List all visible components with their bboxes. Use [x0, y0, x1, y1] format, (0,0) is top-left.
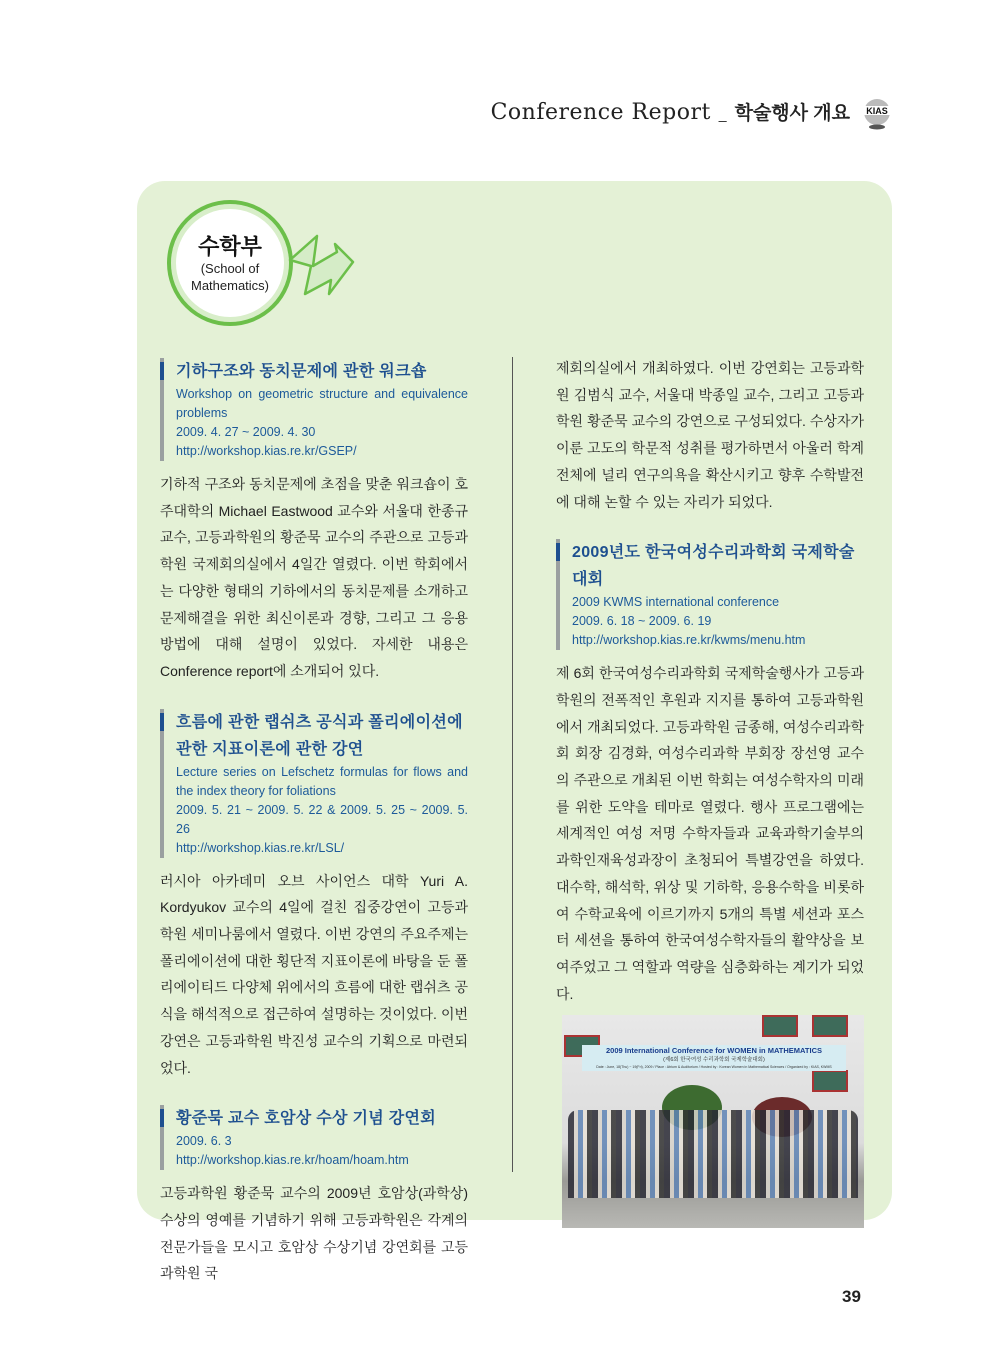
right-column [556, 355, 864, 1228]
section-subtitle: 2009 KWMS international conference [572, 595, 780, 610]
window [812, 1070, 848, 1092]
section-body: 제 6회 한국여성수리과학회 국제학술행사가 고등과학원의 전폭적인 후원과 지지를 통하여 고등과학원에서 개최되었다. 고등과학원 금종해, 여성수리과학회 회장 김경화, 여성수리과학 부회장 장선영 교수의 주관으로 개최된 이번 학회는 여성수학자의 미래를 위한 도약을 테마로 열렸다. 행사 프로그램에는 세계적인 여성 저명 수학자들과 교육과학기술부의 과학인재육성과장이 초청되어 특별강연을 하였다. 대수학, 해석학, 위상 및 기하학, 응용수학을 비롯하여 수학교육에 이르기까지 5개의 특별 세션과 포스터 세션을 통하여 한국여성수학자들의 활약상을 보여주었고 그 역할과 역량을 심층화하는 계기가 되었다. [556, 665, 864, 1002]
section-date: 2009. 6. 18 ~ 2009. 6. 19 [572, 614, 712, 629]
section-url[interactable]: http://workshop.kias.re.kr/LSL/ [176, 840, 345, 855]
window [812, 1015, 848, 1037]
school-badge [167, 200, 293, 326]
section-header [556, 539, 864, 650]
banner-subtitle: (제6회 한국여성 수리과학회 국제학술대회) [663, 1057, 765, 1064]
section-date: 2009. 6. 3 [176, 1134, 232, 1149]
running-header [491, 98, 850, 125]
page-number: 39 [842, 1287, 861, 1306]
window [762, 1015, 798, 1037]
header-title-ko: 학술행사 개요 [734, 103, 850, 124]
section-title: 기하구조와 동치문제에 관한 워크숍 [176, 363, 427, 380]
section-header [160, 709, 468, 858]
column-divider [512, 357, 513, 1172]
section-url[interactable]: http://workshop.kias.re.kr/kwms/menu.htm [572, 633, 806, 648]
section-header [160, 358, 468, 461]
section-body: 고등과학원 황준묵 교수의 2009년 호암상(과학상) 수상의 영예를 기념하기 위해 고등과학원은 각계의 전문가들을 모시고 호암상 수상기념 강연회를 고등과학원 국 [160, 1185, 468, 1282]
badge-subtitle-2: Mathematics) [190, 278, 270, 293]
section-title: 황준묵 교수 호암상 수상 기념 강연회 [176, 1110, 437, 1128]
section-title: 2009년도 한국여성수리과학회 국제학술대회 [572, 544, 855, 589]
section-header [160, 1105, 468, 1170]
section-url[interactable]: http://workshop.kias.re.kr/GSEP/ [176, 444, 357, 458]
header-title-en: Conference Report [490, 100, 711, 125]
left-column [160, 358, 468, 1311]
section-body: 기하적 구조와 동치문제에 초점을 맞춘 워크숍이 호주대학의 Michael Eastwood 교수와 서울대 한종규 교수, 고등과학원의 황준묵 교수의 주관으로 고등과학원 국제회의실에서 4일간 열렸다. 이번 학회에서는 다양한 형태의 기하에서의 동치문제를 소개하고 문제해결을 위한 최신이론과 경향, 그리고 그 응용방법에 대해 설명이 있었다. 자세한 내용은 Conference report에 소개되어 있다. [160, 476, 468, 679]
zigzag-arrow-icon [285, 222, 357, 298]
section-subtitle: Workshop on geometric structure and equivalence problems [176, 387, 468, 420]
badge-subtitle-1: (School of [200, 261, 260, 276]
svg-text:KIAS: KIAS [866, 106, 888, 116]
header-separator: _ [718, 106, 727, 122]
section-date: 2009. 4. 27 ~ 2009. 4. 30 [176, 425, 316, 439]
banner-title: 2009 International Conference for WOMEN in MATHEMATICS [606, 1046, 822, 1056]
section-subtitle: Lecture series on Lefschetz formulas for flows and the index theory for foliations [176, 764, 468, 798]
section-url[interactable]: http://workshop.kias.re.kr/hoam/hoam.htm [176, 1153, 409, 1168]
photo-banner [582, 1045, 846, 1071]
banner-details: Date : June, 18(Thu) ~ 19(Fri), 2009 / Place : Atrium & Auditorium / Hosted by : Korean Women in Mathematical Sciences / Organized by : KIAS, KWMS [596, 1065, 832, 1070]
kias-logo-icon [862, 96, 892, 132]
group-of-people [568, 1110, 858, 1198]
section-title: 흐름에 관한 랩쉬츠 공식과 폴리에이션에 관한 지표이론에 관한 강연 [176, 713, 463, 758]
group-photo [562, 1015, 864, 1228]
section-date: 2009. 5. 21 ~ 2009. 5. 22 & 2009. 5. 25 ~ 2009. 5. 26 [176, 802, 468, 836]
section-body-continued: 제회의실에서 개최하였다. 이번 강연회는 고등과학원 김범식 교수, 서울대 박종일 교수, 그리고 고등과학원 황준묵 교수의 강연으로 구성되었다. 수상자가 이룬 고도의 학문적 성취를 평가하면서 아울러 학계 전체에 널리 연구의욕을 확산시키고 향후 수학발전에 대해 논할 수 있는 자리가 되었다. [556, 360, 864, 510]
section-body: 러시아 아카데미 오브 사이언스 대학 Yuri A. Kordyukov 교수의 4일에 걸친 집중강연이 고등과학원 세미나룸에서 열렸다. 이번 강연의 주요주제는 폴리에이션에 대한 횡단적 지표이론에 바탕을 둔 폴리에이티드 다양체 위에서의 흐름에 대한 랩쉬츠 공식을 해석적으로 접근하여 설명하는 것이었다. 이번 강연은 고등과학원 박진성 교수의 기획으로 마련되었다. [160, 872, 468, 1076]
badge-title: 수학부 [198, 234, 262, 259]
